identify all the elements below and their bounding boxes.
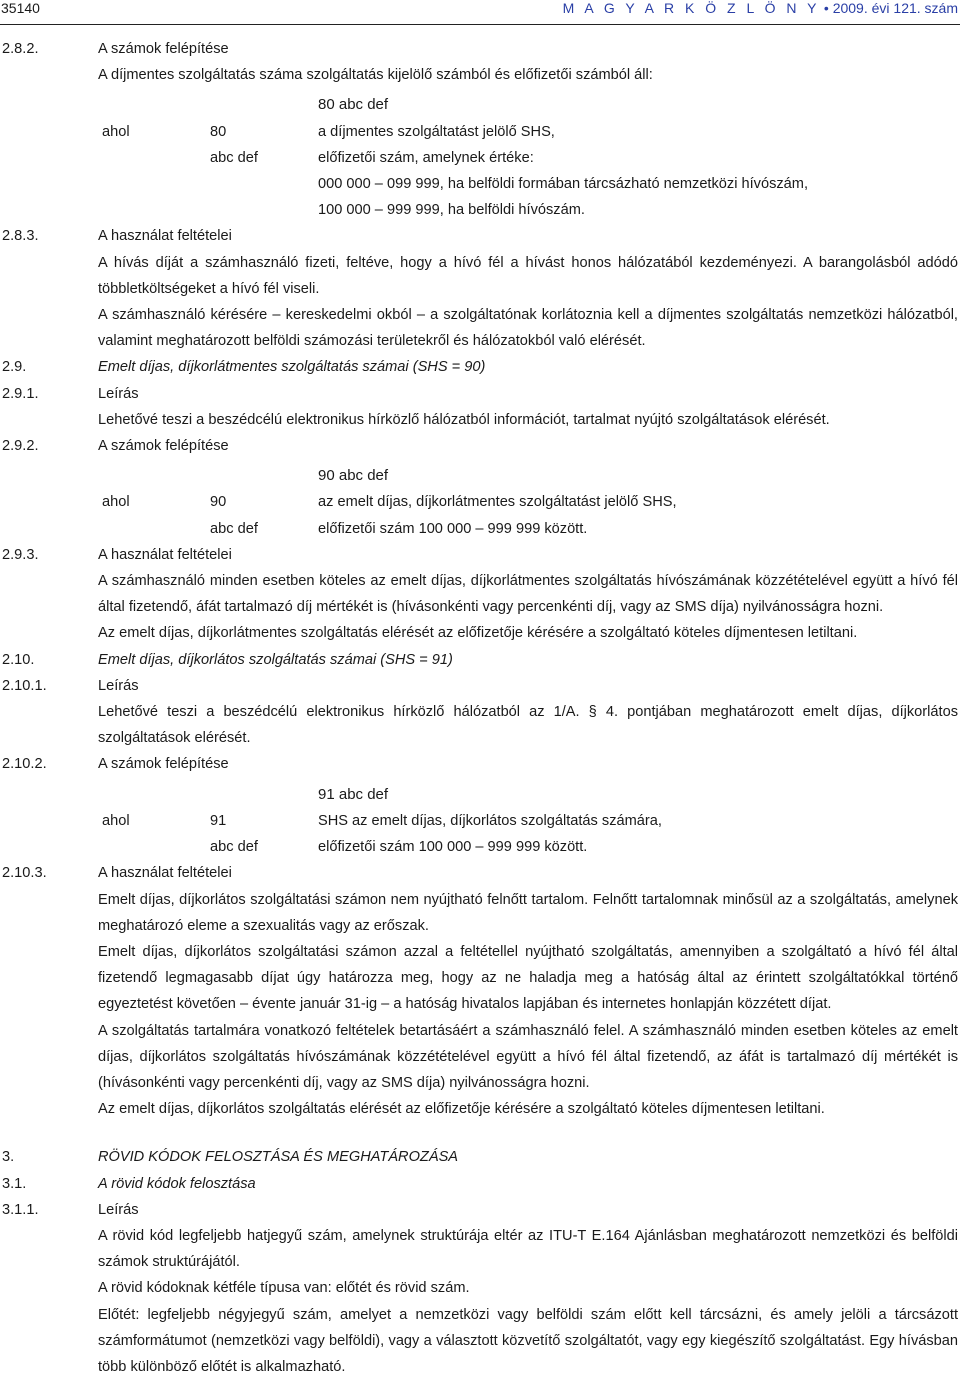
definition-value: 80 bbox=[210, 123, 227, 140]
definition-value: abc def bbox=[210, 839, 258, 856]
paragraph: Az emelt díjas, díjkorlátmentes szolgáltatás elérését az előfizetője kérésére a szolgáltató köteles díjmentesen letiltani. bbox=[98, 625, 858, 642]
definition-key: ahol bbox=[102, 123, 130, 140]
document-body bbox=[2, 36, 958, 1380]
section-number: 3. bbox=[2, 1149, 15, 1166]
section-heading bbox=[2, 36, 958, 62]
paragraph: A díjmentes szolgáltatás száma szolgáltatás kijelölő számból és előfizetői számból áll: bbox=[98, 67, 653, 84]
section-number: 2.9.3. bbox=[2, 546, 39, 563]
section-title: RÖVID KÓDOK FELOSZTÁSA ÉS MEGHATÁROZÁSA bbox=[98, 1149, 459, 1166]
number-format: 80 abc def bbox=[318, 96, 389, 114]
section-heading bbox=[2, 1171, 958, 1197]
number-format: 90 abc def bbox=[318, 467, 389, 485]
section-heading bbox=[2, 354, 958, 380]
definition-value: 90 bbox=[210, 494, 227, 511]
section-heading bbox=[2, 673, 958, 699]
section-number: 2.10.2. bbox=[2, 756, 47, 773]
section-title: A számok felépítése bbox=[98, 41, 229, 57]
section-heading bbox=[2, 1197, 958, 1223]
section-title: A számok felépítése bbox=[98, 756, 229, 773]
definition-value: 91 bbox=[210, 812, 227, 829]
section-title: A használat feltételei bbox=[98, 546, 232, 563]
section-heading bbox=[2, 223, 958, 249]
journal-running-title bbox=[563, 0, 958, 21]
section-heading bbox=[2, 542, 958, 568]
definition-row bbox=[102, 489, 958, 515]
definition-key bbox=[102, 145, 210, 171]
definition-row bbox=[102, 119, 958, 145]
definition-row bbox=[102, 808, 958, 834]
paragraph: A szolgáltatás tartalmára vonatkozó feltételek betartásáért a számhasználó felel. A számhasználó minden esetben köteles az emelt díjas, díjkorlátos szolgáltatás hívószámának közzétételével együtt a hívó fél által fizetendő, az áfát is tartalmazó díj mértékét is (hívásonkénti vagy percenkénti díj, vagy az SMS díja) nyilvánosságra hozni. bbox=[98, 1022, 958, 1091]
definition-key: ahol bbox=[102, 812, 130, 829]
definition-text: előfizetői szám, amelynek értéke: bbox=[318, 149, 534, 166]
section-title: Emelt díjas, díjkorlátmentes szolgáltatás számai (SHS = 90) bbox=[98, 359, 486, 376]
definition-row bbox=[102, 834, 958, 860]
definition-key bbox=[102, 516, 210, 542]
definition-text: SHS az emelt díjas, díjkorlátos szolgáltatás számára, bbox=[318, 812, 662, 829]
section-number: 2.10. bbox=[2, 651, 35, 668]
section-number: 3.1.1. bbox=[2, 1201, 39, 1218]
paragraph: Előtét: legfeljebb négyjegyű szám, amelyet a nemzetközi vagy belföldi szám előtt kell tárcsázni, és amely jelöli a tárcsázott számformátumot (nemzetközi vagy belföldi), vagy a választott közvetítő szolgáltatót, vagy egy kiegészítő szolgáltatást. Egy hívásban több különböző előtét is alkalmazható. bbox=[98, 1306, 958, 1375]
section-number: 2.9. bbox=[2, 359, 27, 376]
section-number: 2.8.3. bbox=[2, 228, 39, 245]
journal-title: M A G Y A R K Ö Z L Ö N Y bbox=[562, 0, 821, 16]
section-number: 3.1. bbox=[2, 1175, 27, 1192]
paragraph: Emelt díjas, díjkorlátos szolgáltatási számon nem nyújtható felnőtt tartalom. Felnőtt tartalomnak minősül az a szolgáltatás, amelynek meghatározó eleme a szexualitás vagy az erőszak. bbox=[98, 891, 958, 934]
definition-value: abc def bbox=[210, 520, 258, 537]
definition-row bbox=[102, 516, 958, 542]
paragraph: A rövid kódoknak kétféle típusa van: előtét és rövid szám. bbox=[98, 1280, 470, 1297]
section-title: A számok felépítése bbox=[98, 438, 229, 455]
paragraph: Lehetővé teszi a beszédcélú elektronikus hírközlő hálózatból az 1/A. § 4. pontjában meghatározott emelt díjas, díjkorlátos szolgáltatások elérését. bbox=[98, 704, 958, 747]
section-title: Emelt díjas, díjkorlátos szolgáltatás számai (SHS = 91) bbox=[98, 651, 453, 668]
paragraph: A számhasználó kérésére – kereskedelmi okból – a szolgáltatónak korlátoznia kell a díjmentes szolgáltatás nemzetközi hálózatból, valamint meghatározott belföldi számozási területekről és hálózatokból való elérését. bbox=[98, 307, 958, 350]
section-number: 2.9.2. bbox=[2, 438, 39, 455]
paragraph: A hívás díját a számhasználó fizeti, feltéve, hogy a hívó fél a hívást honos hálózatából kezdeményezi. A barangolásból adódó többletköltségeket a hívó fél viseli. bbox=[98, 254, 958, 297]
definition-text: a díjmentes szolgáltatást jelölő SHS, bbox=[318, 123, 555, 140]
journal-issue: • 2009. évi 121. szám bbox=[823, 0, 958, 16]
section-title: Leírás bbox=[98, 385, 139, 402]
section-heading bbox=[2, 647, 958, 673]
page-header bbox=[0, 0, 960, 25]
definition-continuation: 100 000 – 999 999, ha belföldi hívószám. bbox=[318, 202, 585, 219]
section-title: A használat feltételei bbox=[98, 228, 232, 245]
section-title: A rövid kódok felosztása bbox=[98, 1175, 256, 1192]
section-heading bbox=[2, 381, 958, 407]
paragraph: Lehetővé teszi a beszédcélú elektronikus hírközlő hálózatból információt, tartalmat nyújtó szolgáltatások elérését. bbox=[98, 411, 830, 428]
chapter-heading bbox=[2, 1144, 958, 1170]
section-title: Leírás bbox=[98, 677, 139, 694]
definition-text: az emelt díjas, díjkorlátmentes szolgáltatást jelölő SHS, bbox=[318, 494, 677, 511]
paragraph: Emelt díjas, díjkorlátos szolgáltatási számon azzal a feltétellel nyújtható szolgáltatás, amennyiben a szolgáltató a hívó fél által fizetendő legmagasabb díjat úgy határozza meg, hogy az ne haladja meg a hatóság által az érintett szolgáltatókkal történő egyeztetést követően – évente január 31-ig – a hatóság hivatalos lapjában és internetes honlapján közzétett díjat. bbox=[98, 943, 958, 1013]
section-title: A használat feltételei bbox=[98, 865, 232, 882]
number-format: 91 abc def bbox=[318, 785, 389, 803]
section-heading bbox=[2, 860, 958, 886]
section-title: Leírás bbox=[98, 1201, 139, 1218]
section-heading bbox=[2, 751, 958, 777]
paragraph: A rövid kód legfeljebb hatjegyű szám, amelynek struktúrája eltér az ITU-T E.164 Ajánlásban meghatározott nemzetközi és belföldi számok struktúrájától. bbox=[98, 1227, 958, 1271]
paragraph: A számhasználó minden esetben köteles az emelt díjas, díjkorlátmentes szolgáltatás hívószámának közzétételével együtt a hívó fél által fizetendő, áfát tartalmazó díj mértékét is (hívásonkénti vagy percenkénti díj, vagy az SMS díja) nyilvánosságra hozni. bbox=[98, 573, 958, 616]
definition-row bbox=[102, 145, 958, 171]
section-number: 2.8.2. bbox=[2, 41, 39, 57]
definition-text: előfizetői szám 100 000 – 999 999 között. bbox=[318, 839, 588, 856]
definition-continuation: 000 000 – 099 999, ha belföldi formában tárcsázható nemzetközi hívószám, bbox=[318, 176, 809, 193]
section-number: 2.9.1. bbox=[2, 385, 39, 402]
definition-key bbox=[102, 834, 210, 860]
definition-value: abc def bbox=[210, 149, 258, 166]
section-number: 2.10.1. bbox=[2, 677, 47, 694]
paragraph: Az emelt díjas, díjkorlátos szolgáltatás elérését az előfizetője kérésére a szolgáltató köteles díjmentesen letiltani. bbox=[98, 1101, 825, 1118]
section-heading bbox=[2, 433, 958, 459]
definition-text: előfizetői szám 100 000 – 999 999 között. bbox=[318, 520, 588, 537]
page-number: 35140 bbox=[1, 0, 40, 16]
definition-key: ahol bbox=[102, 494, 130, 511]
section-number: 2.10.3. bbox=[2, 865, 47, 882]
